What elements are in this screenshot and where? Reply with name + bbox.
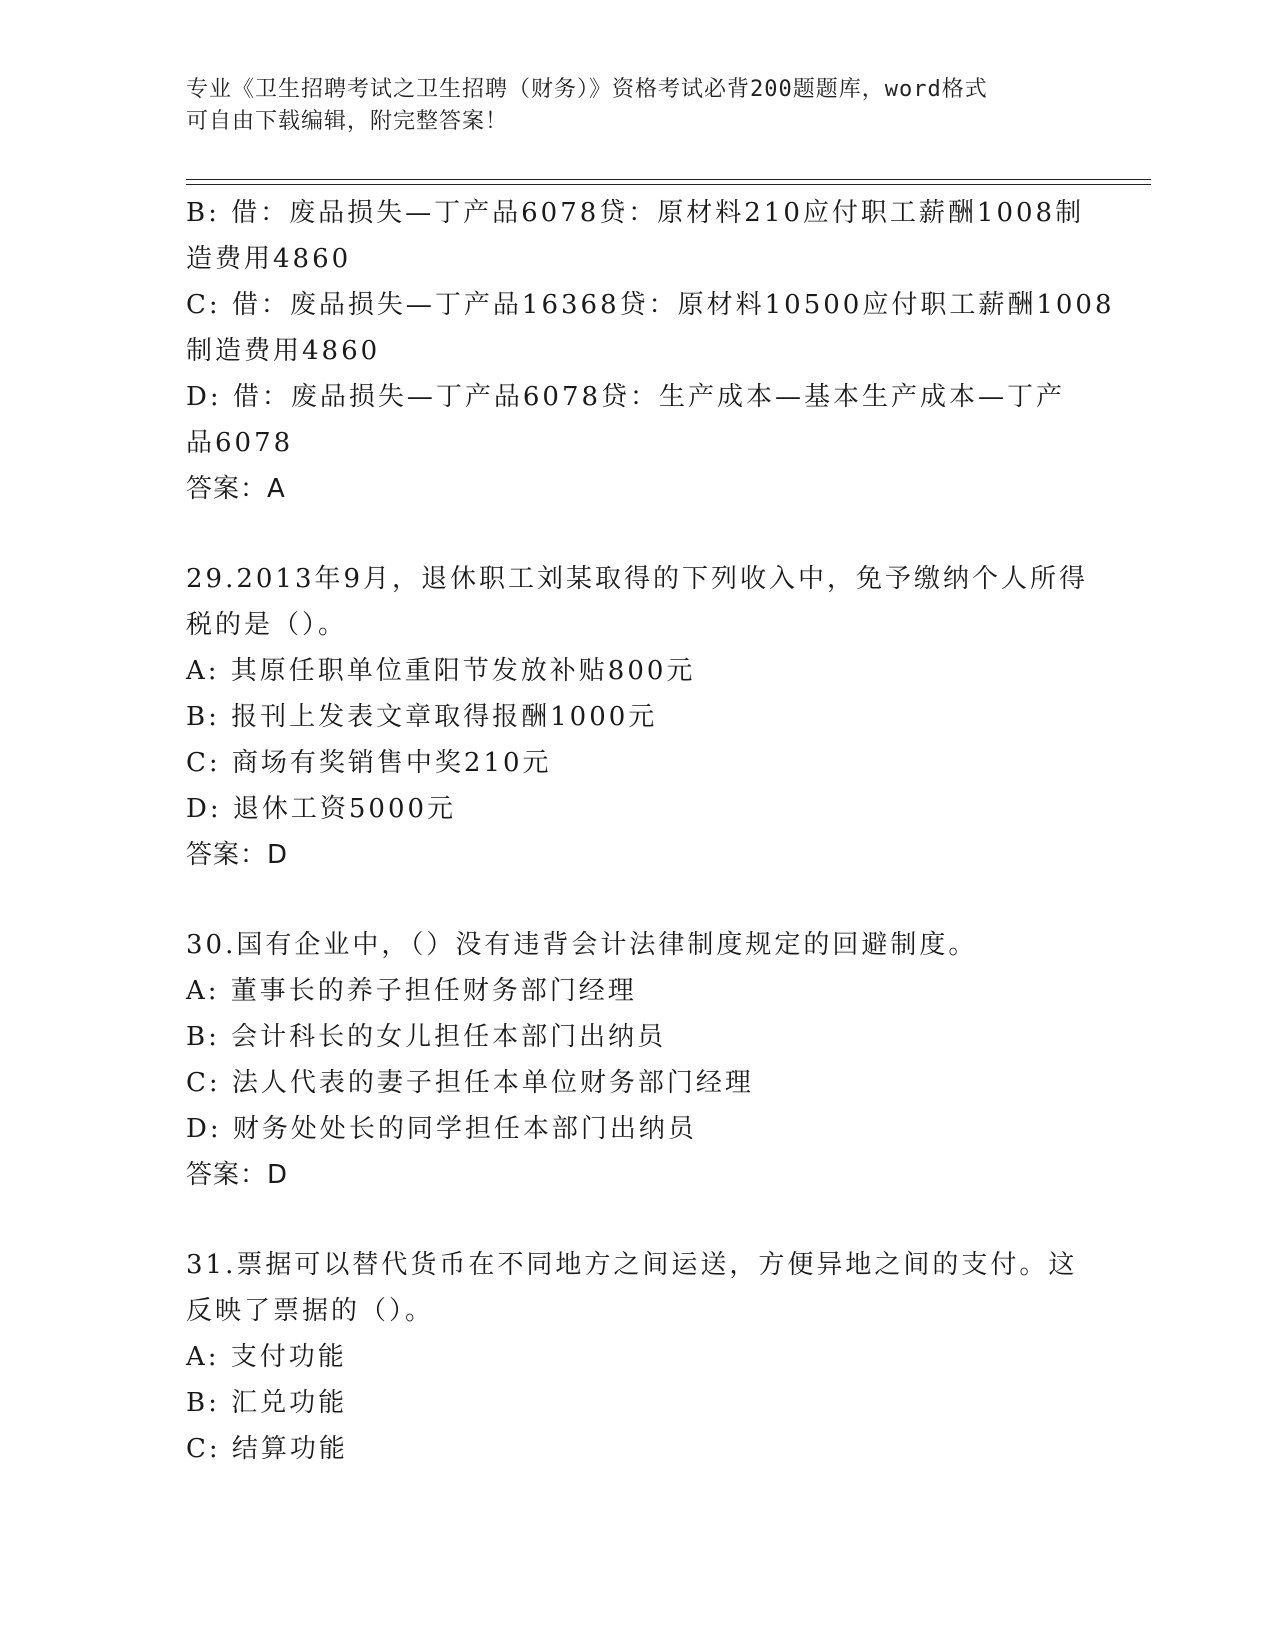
q30-option-a: A: 董事长的养子担任财务部门经理 xyxy=(186,976,637,1006)
q28-option-b-line-1: B: 借：废品损失—丁产品6078贷：原材料210应付职工薪酬1008制 xyxy=(186,198,1085,228)
spacer xyxy=(186,1198,1086,1242)
q29-option-d: D: 退休工资5000元 xyxy=(186,794,457,824)
q29-option-c: C: 商场有奖销售中奖210元 xyxy=(186,748,552,778)
question-30 xyxy=(186,922,1086,1198)
question-29 xyxy=(186,556,1089,878)
q28-option-b-line-2: 造费用4860 xyxy=(186,244,352,274)
q31-option-c: C: 结算功能 xyxy=(186,1434,348,1464)
q29-option-b: B: 报刊上发表文章取得报酬1000元 xyxy=(186,702,658,732)
q29-question-line-2: 税的是（）。 xyxy=(186,610,348,640)
q30-answer: 答案：D xyxy=(186,1160,289,1190)
q30-option-d: D: 财务处处长的同学担任本部门出纳员 xyxy=(186,1114,697,1144)
q30-option-c: C: 法人代表的妻子担任本单位财务部门经理 xyxy=(186,1068,754,1098)
q28-option-c-line-2: 制造费用4860 xyxy=(186,336,381,366)
q31-question-line-2: 反映了票据的（）。 xyxy=(186,1296,435,1326)
spacer xyxy=(186,878,1086,922)
header-line-1: 专业《卫生招聘考试之卫生招聘（财务）》资格考试必背200题题库，word格式 xyxy=(186,77,988,102)
q28-option-c-line-1: C: 借：废品损失—丁产品16368贷：原材料10500应付职工薪酬1008 xyxy=(186,290,1115,320)
question-list xyxy=(186,190,1115,1472)
question-31 xyxy=(186,1242,1086,1472)
q31-option-a: A: 支付功能 xyxy=(186,1342,347,1372)
question-28-remainder xyxy=(186,190,1115,512)
q28-answer: 答案：A xyxy=(186,474,286,504)
header-rule-bottom xyxy=(186,184,1151,185)
q30-question-line-1: 30.国有企业中，（）没有违背会计法律制度规定的回避制度。 xyxy=(186,930,978,960)
header-rule-top xyxy=(186,179,1151,180)
header-line-2: 可自由下载编辑，附完整答案！ xyxy=(186,109,509,134)
q29-option-a: A: 其原任职单位重阳节发放补贴800元 xyxy=(186,656,696,686)
q28-option-d-line-1: D: 借：废品损失—丁产品6078贷：生产成本—基本生产成本—丁产 xyxy=(186,382,1066,412)
q30-option-b: B: 会计科长的女儿担任本部门出纳员 xyxy=(186,1022,667,1052)
q31-option-b: B: 汇兑功能 xyxy=(186,1388,348,1418)
q31-question-line-1: 31.票据可以替代货币在不同地方之间运送，方便异地之间的支付。这 xyxy=(186,1250,1078,1280)
document-header xyxy=(186,74,1086,138)
q29-answer: 答案：D xyxy=(186,840,289,870)
spacer xyxy=(186,512,1086,556)
q29-question-line-1: 29.2013年9月，退休职工刘某取得的下列收入中，免予缴纳个人所得 xyxy=(186,564,1089,594)
q28-option-d-line-2: 品6078 xyxy=(186,428,294,458)
